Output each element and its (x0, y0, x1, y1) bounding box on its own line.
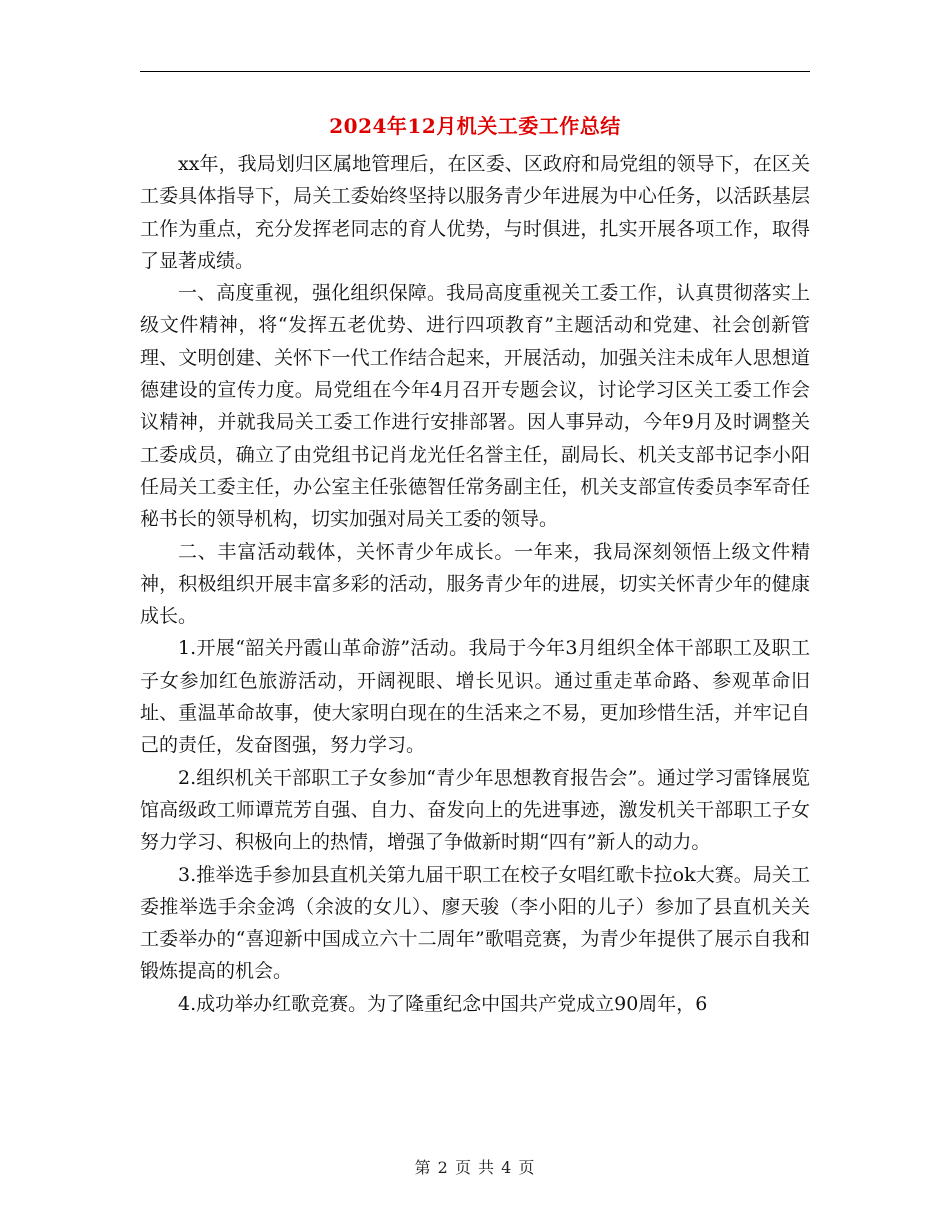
paragraph-item-4: 4.成功举办红歌竞赛。为了隆重纪念中国共产党成立90周年，6 (178, 992, 708, 1015)
paragraph-item-2: 2.组织机关干部职工子女参加“青少年思想教育报告会”。通过学习雷锋展览馆高级政工师谭荒芳自强、自力、奋发向上的先进事迹，激发机关干部职工子女努力学习、积极向上的热情，增强了争做新时期“四有”新人的动力。 (140, 766, 810, 854)
paragraph-intro: xx年，我局划归区属地管理后，在区委、区政府和局党组的领导下，在区关工委具体指导下，局关工委始终坚持以服务青少年进展为中心任务，以活跃基层工作为重点，充分发挥老同志的育人优势，与时俱进，扎实开展各项工作，取得了显著成绩。 (140, 153, 810, 272)
document-body (140, 148, 810, 1020)
header-rule (140, 71, 810, 72)
paragraph-item-3: 3.推举选手参加县直机关第九届干职工在校子女唱红歌卡拉ok大赛。局关工委推举选手余金鸿（余波的女儿）、廖天骏（李小阳的儿子）参加了县直机关关工委举办的“喜迎新中国成立六十二周年”歌唱竞赛，为青少年提供了展示自我和锻炼提高的机会。 (140, 863, 810, 983)
paragraph-section-2: 二、丰富活动载体，关怀青少年成长。一年来，我局深刻领悟上级文件精神，积极组织开展丰富多彩的活动，服务青少年的进展，切实关怀青少年的健康成长。 (140, 540, 810, 628)
page-number: 第 2 页 共 4 页 (414, 1158, 536, 1177)
paragraph-item-1: 1.开展“韶关丹霞山革命游”活动。我局于今年3月组织全体干部职工及职工子女参加红色旅游活动，开阔视眼、增长见识。通过重走革命路、参观革命旧址、重温革命故事，使大家明白现在的生活来之不易，更加珍惜生活，并牢记自己的责任，发奋图强，努力学习。 (140, 637, 810, 757)
document-title: 2024年12月机关工委工作总结 (329, 114, 621, 138)
paragraph-section-1: 一、高度重视，强化组织保障。我局高度重视关工委工作，认真贯彻落实上级文件精神，将“发挥五老优势、进行四项教育”主题活动和党建、社会创新管理、文明创建、关怀下一代工作结合起来，开展活动，加强关注未成年人思想道德建设的宣传力度。局党组在今年4月召开专题会议，讨论学习区关工委工作会议精神，并就我局关工委工作进行安排部署。因人事异动，今年9月及时调整关工委成员，确立了由党组书记肖龙光任名誉主任，副局长、机关支部书记李小阳任局关工委主任，办公室主任张德智任常务副主任，机关支部宣传委员李军奇任秘书长的领导机构，切实加强对局关工委的领导。 (140, 282, 810, 531)
